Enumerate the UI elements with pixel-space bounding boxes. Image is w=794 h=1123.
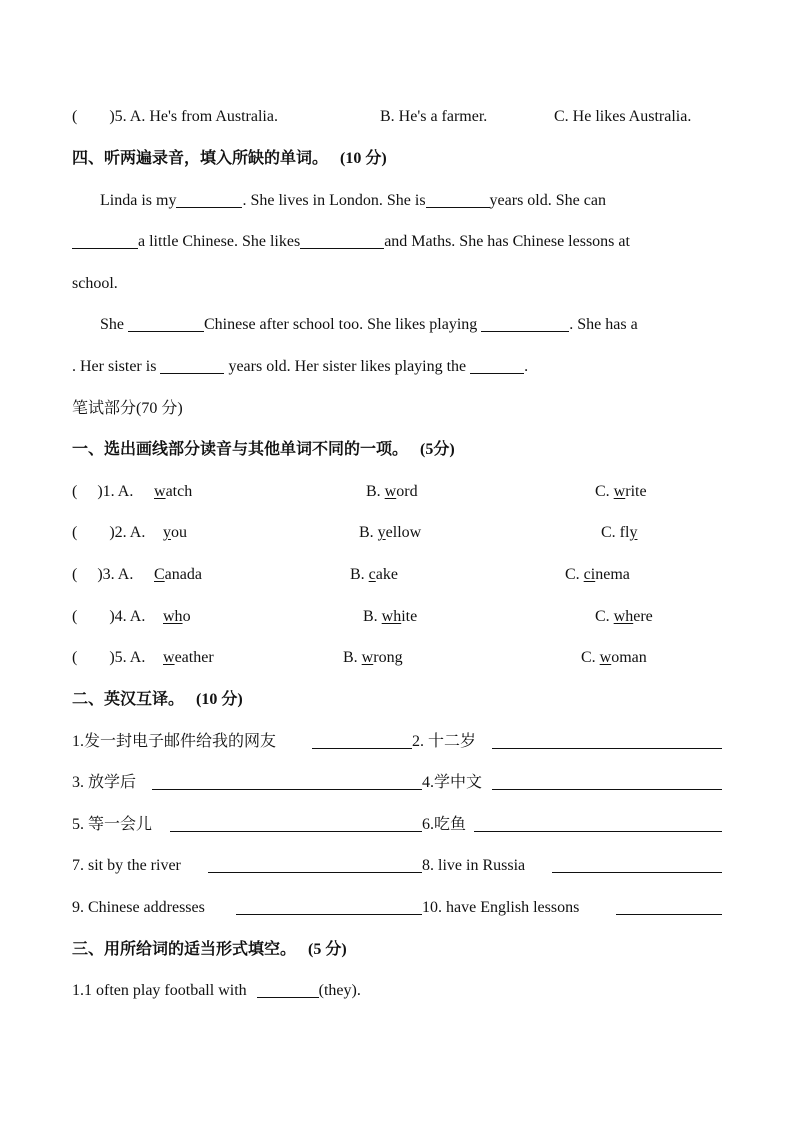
answer-blank[interactable] bbox=[300, 232, 384, 249]
answer-blank[interactable] bbox=[152, 772, 422, 790]
option-b: B. yellow bbox=[359, 524, 422, 541]
answer-blank[interactable] bbox=[426, 191, 490, 208]
question-text: (they). bbox=[318, 982, 361, 999]
passage-text: Linda is my bbox=[100, 192, 177, 209]
translation-row-3 bbox=[72, 814, 722, 836]
section-title: 四、听两遍录音，填入所缺的单词。 bbox=[72, 150, 329, 167]
answer-blank[interactable] bbox=[492, 731, 722, 749]
section-score: (5 分) bbox=[308, 941, 347, 958]
passage-text: . She has a bbox=[569, 316, 638, 333]
option-b: B. word bbox=[366, 483, 418, 500]
phonics-item-2 bbox=[72, 522, 722, 544]
passage-line-5 bbox=[72, 356, 722, 378]
answer-blank[interactable] bbox=[208, 855, 422, 873]
answer-blank[interactable] bbox=[257, 981, 319, 998]
option-a: Canada bbox=[154, 566, 202, 583]
translation-item: 1.发一封电子邮件给我的网友 bbox=[72, 733, 277, 750]
passage-line-3 bbox=[72, 273, 722, 295]
written-part-heading: 笔试部分(70 分) bbox=[72, 400, 183, 417]
section-title: 一、选出画线部分读音与其他单词不同的一项。 bbox=[72, 441, 409, 458]
option-b: B. cake bbox=[350, 566, 398, 583]
item-number: ( )3. A. bbox=[72, 566, 134, 583]
translation-row-2 bbox=[72, 772, 722, 794]
phonics-item-1 bbox=[72, 481, 722, 503]
option-c: C. where bbox=[595, 608, 653, 625]
answer-blank[interactable] bbox=[160, 357, 224, 374]
translation-item: 3. 放学后 bbox=[72, 774, 137, 791]
option-a: who bbox=[163, 608, 191, 625]
option-b: B. wrong bbox=[343, 649, 403, 666]
option-c: C. write bbox=[595, 483, 647, 500]
passage-line-2 bbox=[72, 231, 722, 253]
item-number: ( )2. A. bbox=[72, 524, 146, 541]
phonics-item-5 bbox=[72, 647, 722, 669]
translation-item: 5. 等一会儿 bbox=[72, 816, 153, 833]
passage-text: years old. Her sister likes playing the bbox=[228, 358, 467, 375]
section-score: (10 分) bbox=[340, 150, 387, 167]
option-b: B. white bbox=[363, 608, 418, 625]
translation-item: 2. 十二岁 bbox=[412, 733, 477, 750]
passage-text: . bbox=[524, 358, 529, 375]
translation-item: 9. Chinese addresses bbox=[72, 899, 205, 916]
translation-item: 8. live in Russia bbox=[422, 857, 526, 874]
answer-blank[interactable] bbox=[312, 731, 412, 749]
passage-text: Chinese after school too. She likes playing bbox=[204, 316, 478, 333]
answer-blank[interactable] bbox=[236, 897, 422, 915]
passage-text: a little Chinese. She likes bbox=[138, 233, 301, 250]
section-4-heading bbox=[72, 148, 722, 170]
section-title: 二、英汉互译。 bbox=[72, 691, 185, 708]
answer-blank[interactable] bbox=[170, 814, 422, 832]
answer-blank[interactable] bbox=[616, 897, 722, 915]
item-number: ( )4. A. bbox=[72, 608, 146, 625]
listening-item-5 bbox=[72, 106, 722, 128]
section-2-heading bbox=[72, 689, 722, 711]
answer-blank[interactable] bbox=[474, 814, 722, 832]
item-number: ( )5. A. bbox=[72, 649, 146, 666]
passage-line-4 bbox=[72, 314, 722, 336]
question-text: 1.1 often play football with bbox=[72, 982, 247, 999]
section-title: 三、用所给词的适当形式填空。 bbox=[72, 941, 297, 958]
answer-blank[interactable] bbox=[128, 315, 204, 332]
translation-row-1 bbox=[72, 731, 722, 753]
translation-item: 6.吃鱼 bbox=[422, 816, 467, 833]
answer-blank[interactable] bbox=[72, 232, 138, 249]
translation-row-5 bbox=[72, 897, 722, 919]
translation-item: 4.学中文 bbox=[422, 774, 483, 791]
answer-blank[interactable] bbox=[470, 357, 524, 374]
option-c: C. cinema bbox=[565, 566, 630, 583]
translation-row-4 bbox=[72, 855, 722, 877]
passage-text: She bbox=[100, 316, 124, 333]
option-a: watch bbox=[154, 483, 193, 500]
section-score: (5分) bbox=[420, 441, 455, 458]
passage-text: years old. She can bbox=[489, 192, 606, 209]
option-c: C. fly bbox=[601, 524, 638, 541]
item-number: ( )1. A. bbox=[72, 483, 134, 500]
translation-item: 10. have English lessons bbox=[422, 899, 580, 916]
phonics-item-3 bbox=[72, 564, 722, 586]
fill-in-item-1 bbox=[72, 980, 722, 1002]
option-c: C. woman bbox=[581, 649, 647, 666]
option-a: you bbox=[163, 524, 187, 541]
item-number: ( )5. A. He's from Australia. bbox=[72, 108, 278, 125]
section-score: (10 分) bbox=[196, 691, 243, 708]
option-c: C. He likes Australia. bbox=[554, 108, 692, 125]
passage-text: . She lives in London. She is bbox=[242, 192, 426, 209]
passage-text: and Maths. She has Chinese lessons at bbox=[384, 233, 630, 250]
passage-line-1 bbox=[72, 190, 722, 212]
translation-item: 7. sit by the river bbox=[72, 857, 181, 874]
phonics-item-4 bbox=[72, 606, 722, 628]
section-3-heading bbox=[72, 939, 722, 961]
passage-text: . Her sister is bbox=[72, 358, 157, 375]
passage-text: school. bbox=[72, 275, 118, 292]
option-a: weather bbox=[163, 649, 214, 666]
answer-blank[interactable] bbox=[481, 315, 569, 332]
option-b: B. He's a farmer. bbox=[380, 108, 488, 125]
answer-blank[interactable] bbox=[552, 855, 722, 873]
answer-blank[interactable] bbox=[176, 191, 242, 208]
section-1-heading bbox=[72, 439, 722, 461]
answer-blank[interactable] bbox=[492, 772, 722, 790]
